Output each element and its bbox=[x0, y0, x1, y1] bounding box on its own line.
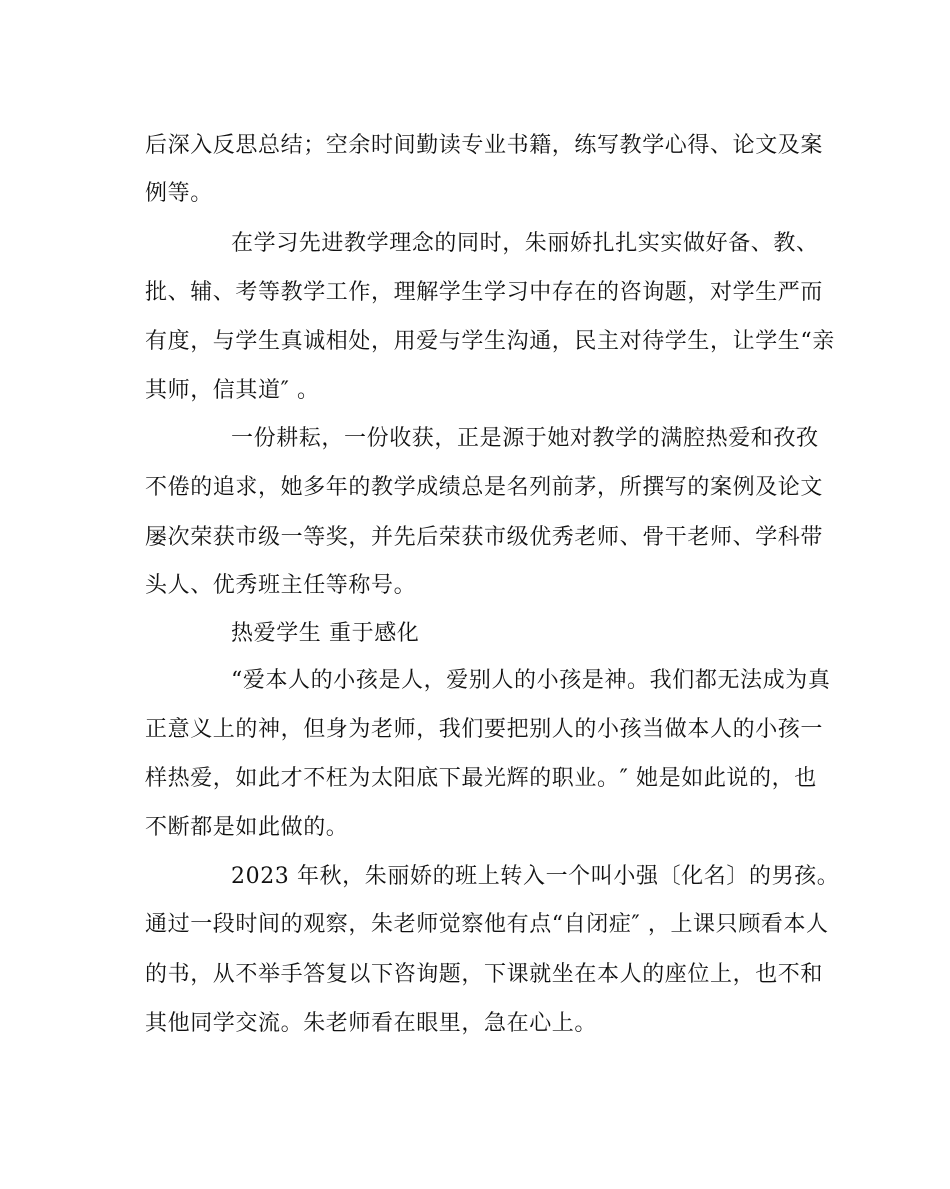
paragraph-start: 在学习先进教学理念的同时，朱丽娇扎扎实实做好备、教、 bbox=[231, 231, 819, 256]
text-line: 屡次荣获市级一等奖，并先后荣获市级优秀老师、骨干老师、学科带 bbox=[145, 525, 824, 550]
text-line: 有度，与学生真诚相处，用爱与学生沟通，民主对待学生，让学生“亲 bbox=[145, 329, 835, 354]
text-line: 不断都是如此做的。 bbox=[145, 815, 349, 840]
section-heading: 热爱学生 重于感化 bbox=[231, 621, 420, 646]
paragraph-start: “爱本人的小孩是人，爱别人的小孩是神。我们都无法成为真 bbox=[231, 668, 831, 693]
text-line: 后深入反思总结；空余时间勤读专业书籍，练写教学心得、论文及案 bbox=[145, 133, 824, 158]
text-line: 正意义上的神，但身为老师，我们要把别人的小孩当做本人的小孩一 bbox=[145, 717, 824, 742]
text-line: 头人、优秀班主任等称号。 bbox=[145, 573, 417, 598]
paragraph-start: 2023 年秋，朱丽娇的班上转入一个叫小强〔化名〕的男孩。 bbox=[231, 864, 840, 889]
text-line: 样热爱，如此才不枉为太阳底下最光辉的职业。″ 她是如此说的，也 bbox=[145, 766, 817, 791]
text-line: 其他同学交流。朱老师看在眼里，急在心上。 bbox=[145, 1011, 598, 1036]
text-line: 批、辅、考等教学工作，理解学生学习中存在的咨询题，对学生严而 bbox=[145, 280, 824, 305]
text-line: 例等。 bbox=[145, 181, 213, 206]
text-line: 的书，从不举手答复以下咨询题，下课就坐在本人的座位上，也不和 bbox=[145, 962, 824, 987]
paragraph-start: 一份耕耘，一份收获，正是源于她对教学的满腔热爱和孜孜 bbox=[231, 426, 819, 451]
text-line: 不倦的追求，她多年的教学成绩总是名列前茅，所撰写的案例及论文 bbox=[145, 475, 824, 500]
text-line: 其师，信其道″ 。 bbox=[145, 378, 320, 403]
text-line: 通过一段时间的观察，朱老师觉察他有点“自闭症″ ，上课只顾看本人 bbox=[145, 912, 829, 937]
